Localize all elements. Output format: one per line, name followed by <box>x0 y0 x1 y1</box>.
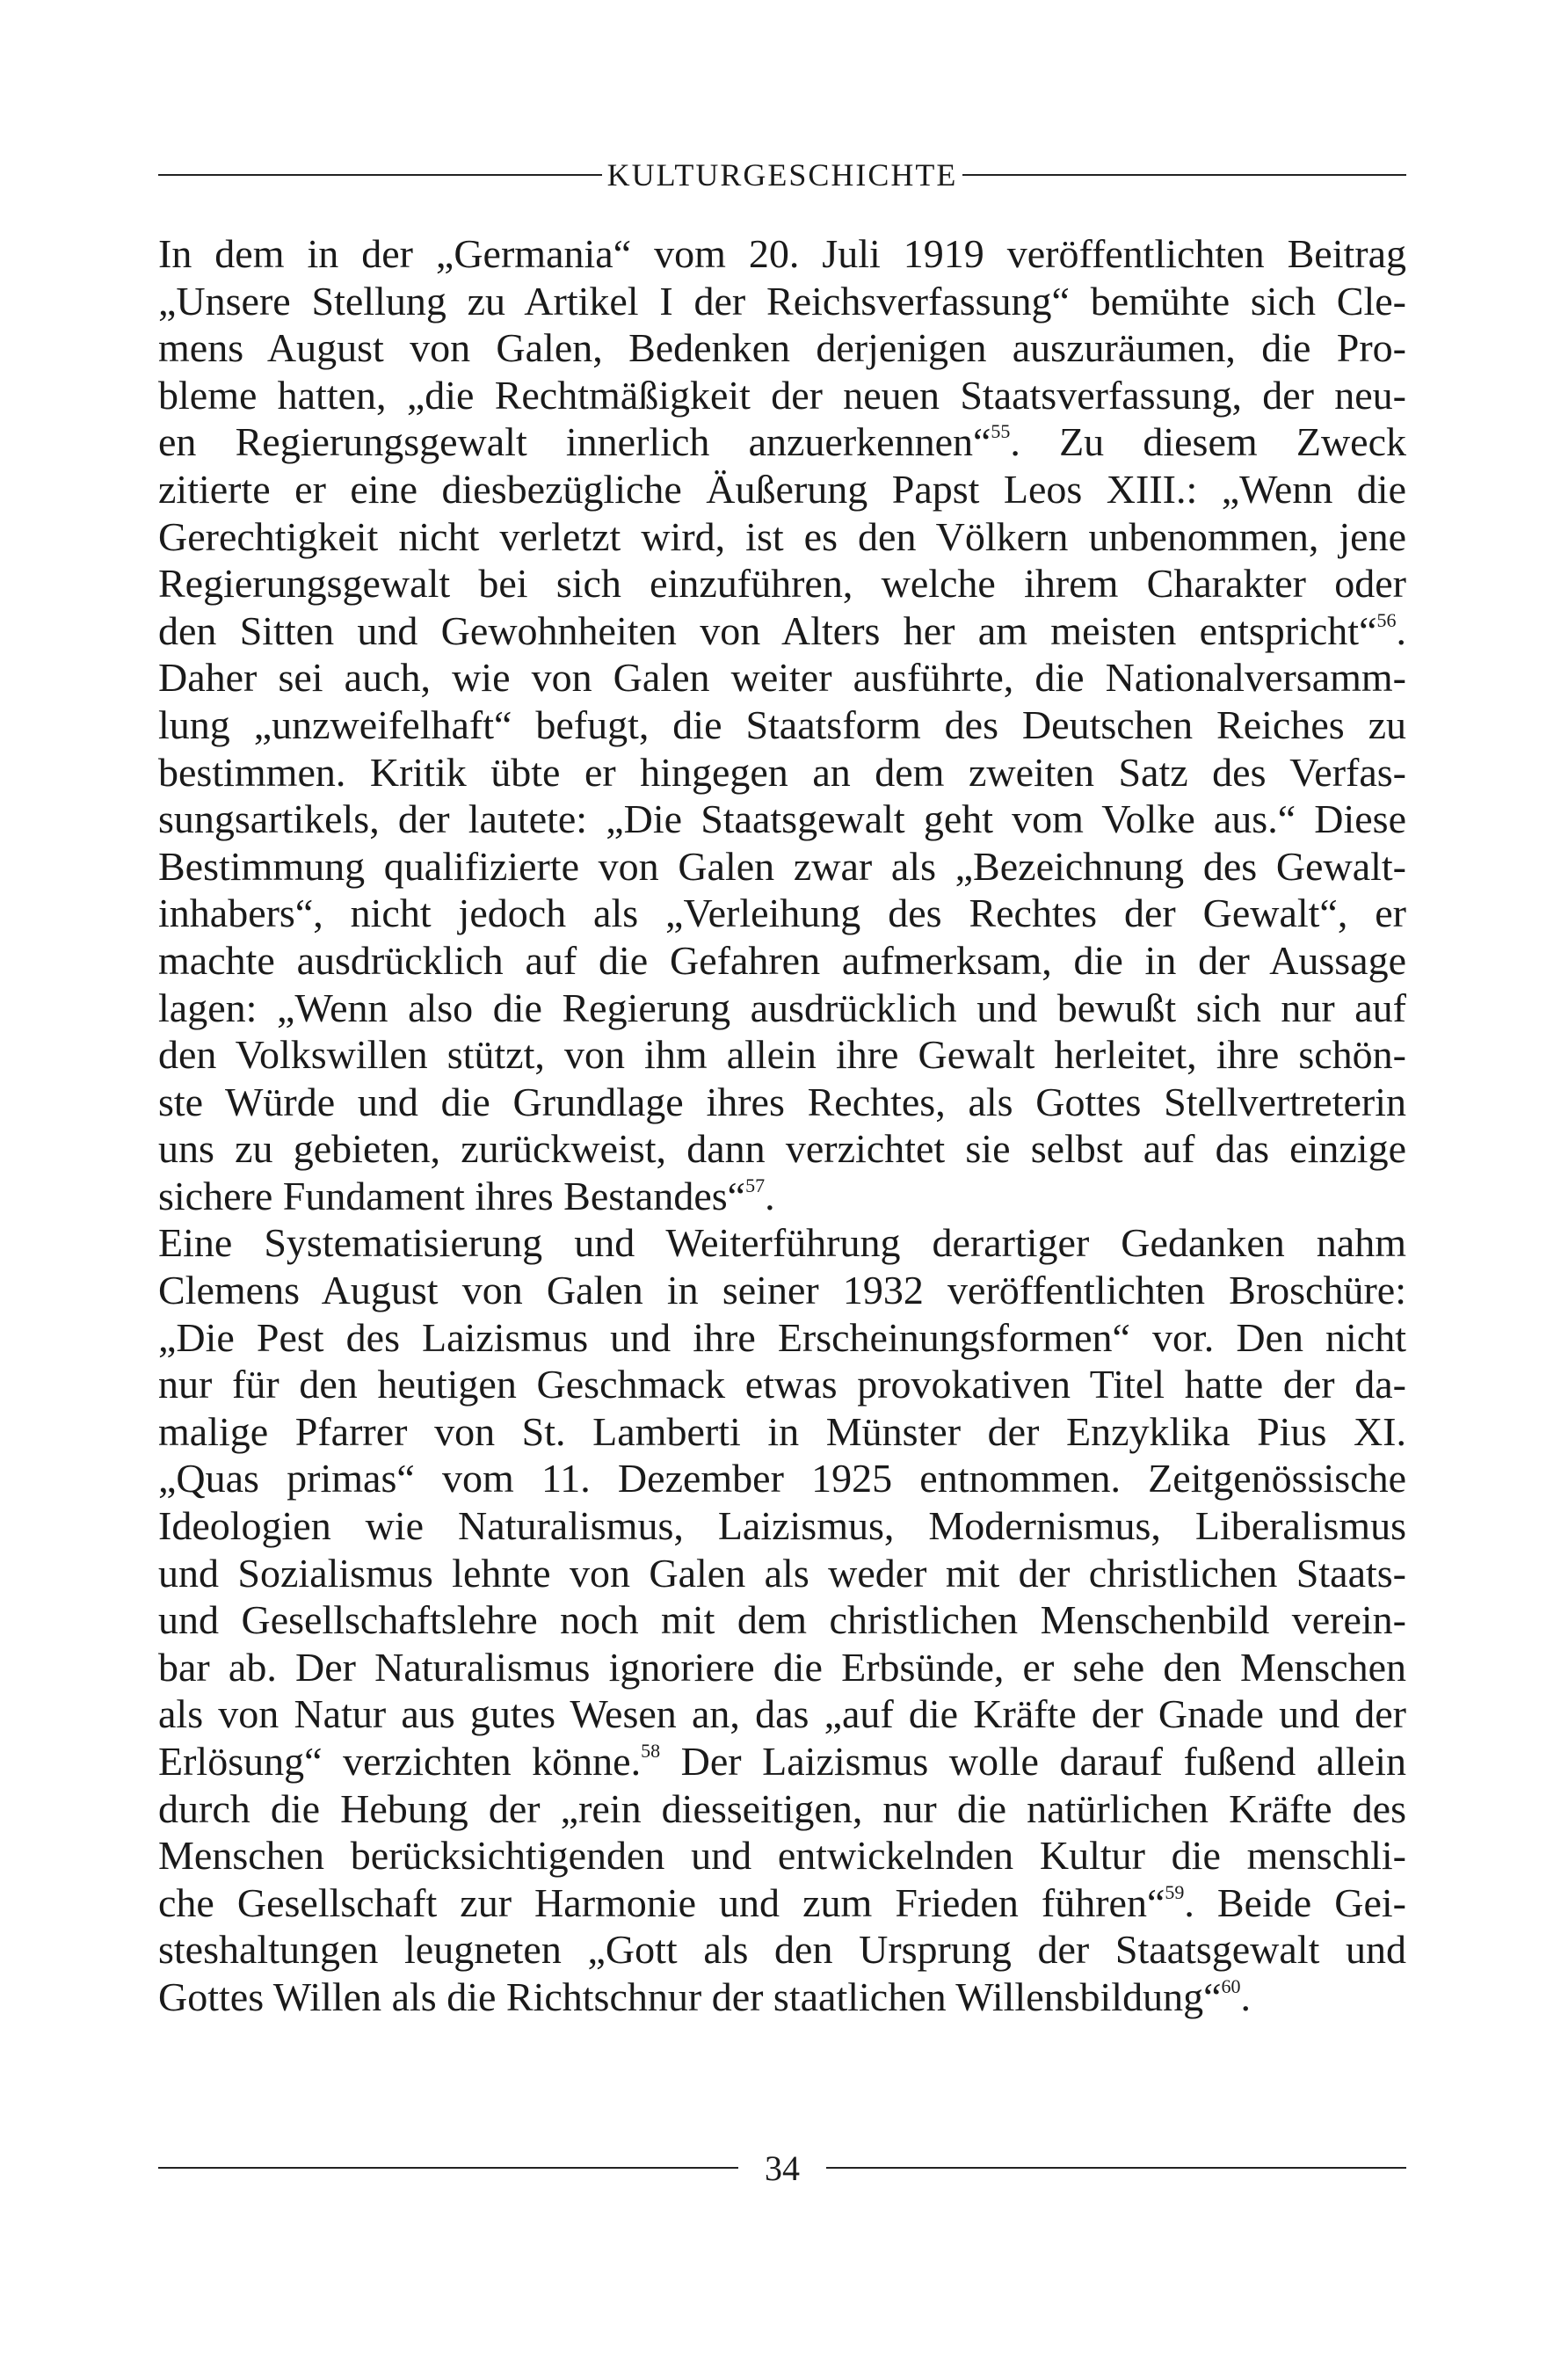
line-text: den Sitten und Gewohnheiten von Alters her am meisten entspricht“ <box>158 607 1377 653</box>
text-line <box>158 1690 1406 1738</box>
text-line <box>158 372 1406 419</box>
line-text: Gottes Willen als die Richtschnur der staatlichen Willensbildung“ <box>158 1974 1222 2019</box>
line-text: lung „unzweifelhaft“ befugt, die Staatsform des Deutschen Reiches zu <box>158 702 1406 747</box>
line-text: „Quas primas“ vom 11. Dezember 1925 entnommen. Zeitgenössische <box>158 1456 1406 1501</box>
text-line <box>158 230 1406 278</box>
text-line <box>158 1879 1406 1927</box>
text-line <box>158 418 1406 466</box>
line-text: Menschen berücksichtigenden und entwickelnden Kultur die menschli- <box>158 1833 1406 1879</box>
text-line <box>158 324 1406 372</box>
header-rule-left <box>158 174 602 176</box>
footer-rule-left <box>158 2167 738 2169</box>
line-text-continued: . <box>765 1173 775 1218</box>
line-text: malige Pfarrer von St. Lamberti in Münster der Enzyklika Pius XI. <box>158 1408 1406 1454</box>
line-text: und Gesellschaftslehre noch mit dem christlichen Menschenbild verein- <box>158 1597 1406 1643</box>
text-line <box>158 607 1406 655</box>
line-text: ste Würde und die Grundlage ihres Rechtes, als Gottes Stellvertreterin <box>158 1079 1406 1124</box>
text-line <box>158 1596 1406 1644</box>
line-text: nur für den heutigen Geschmack etwas provokativen Titel hatte der da- <box>158 1362 1406 1407</box>
line-text: che Gesellschaft zur Harmonie und zum Frieden führen“ <box>158 1879 1165 1925</box>
text-line <box>158 1738 1406 1785</box>
text-line <box>158 1031 1406 1079</box>
text-line <box>158 890 1406 937</box>
footer-rule-right <box>826 2167 1406 2169</box>
text-line <box>158 560 1406 607</box>
footnote-marker: 60 <box>1221 1974 1241 1997</box>
line-text: Clemens August von Galen in seiner 1932 veröffentlichten Broschüre: <box>158 1268 1406 1313</box>
line-text: Gerechtigkeit nicht verletzt wird, ist es den Völkern unbenommen, jene <box>158 513 1406 559</box>
line-text: durch die Hebung der „rein diesseitigen, nur die natürlichen Kräfte des <box>158 1785 1406 1831</box>
line-text: inhabers“, nicht jedoch als „Verleihung des Rechtes der Gewalt“, er <box>158 891 1406 936</box>
text-line <box>158 937 1406 985</box>
text-line <box>158 513 1406 561</box>
line-text: machte ausdrücklich auf die Gefahren aufmerksam, die in der Aussage <box>158 937 1406 983</box>
line-text-continued: . Zu diesem Zweck <box>1010 419 1406 465</box>
footnote-marker: 56 <box>1376 608 1397 631</box>
text-line <box>158 654 1406 702</box>
text-line <box>158 1550 1406 1597</box>
text-line <box>158 1173 1406 1220</box>
text-line <box>158 985 1406 1032</box>
text-line <box>158 796 1406 843</box>
page-number: 34 <box>765 2148 800 2188</box>
footnote-marker: 59 <box>1165 1880 1185 1903</box>
line-text: „Unsere Stellung zu Artikel I der Reichsverfassung“ bemühte sich Cle- <box>158 278 1406 324</box>
line-text-continued: Der Laizismus wolle darauf fußend allein <box>660 1739 1406 1784</box>
paragraph <box>158 1219 1406 2020</box>
line-text: bestimmen. Kritik übte er hingegen an dem zweiten Satz des Verfas- <box>158 749 1406 795</box>
text-line <box>158 1644 1406 1691</box>
line-text: lagen: „Wenn also die Regierung ausdrücklich und bewußt sich nur auf <box>158 985 1406 1030</box>
text-line <box>158 1832 1406 1879</box>
line-text: sichere Fundament ihres Bestandes“ <box>158 1173 746 1218</box>
footnote-marker: 57 <box>745 1174 766 1196</box>
text-line <box>158 1361 1406 1408</box>
text-line <box>158 1408 1406 1456</box>
line-text: und Sozialismus lehnte von Galen als weder mit der christlichen Staats- <box>158 1550 1406 1596</box>
text-line <box>158 1785 1406 1833</box>
text-line <box>158 1314 1406 1362</box>
line-text: als von Natur aus gutes Wesen an, das „auf die Kräfte der Gnade und der <box>158 1691 1406 1737</box>
line-text: mens August von Galen, Bedenken derjenigen auszuräumen, die Pro- <box>158 325 1406 371</box>
text-line <box>158 1502 1406 1550</box>
text-line <box>158 1926 1406 1974</box>
footnote-marker: 58 <box>641 1740 661 1762</box>
line-text: uns zu gebieten, zurückweist, dann verzichtet sie selbst auf das einzige <box>158 1126 1406 1172</box>
footnote-marker: 55 <box>991 420 1011 443</box>
text-line <box>158 1219 1406 1267</box>
line-text: Ideologien wie Naturalismus, Laizismus, Modernismus, Liberalismus <box>158 1503 1406 1549</box>
text-line <box>158 1974 1406 2021</box>
line-text: steshaltungen leugneten „Gott als den Ursprung der Staatsgewalt und <box>158 1927 1406 1973</box>
line-text: Daher sei auch, wie von Galen weiter ausführte, die Nationalversamm- <box>158 655 1406 701</box>
text-line <box>158 843 1406 891</box>
paragraph <box>158 230 1406 1219</box>
line-text: zitierte er eine diesbezügliche Äußerung Papst Leos XIII.: „Wenn die <box>158 466 1406 512</box>
running-title: KULTURGESCHICHTE <box>606 157 958 193</box>
line-text: Bestimmung qualifizierte von Galen zwar als „Bezeichnung des Gewalt- <box>158 843 1406 889</box>
line-text: Regierungsgewalt bei sich einzuführen, welche ihrem Charakter oder <box>158 561 1406 607</box>
line-text: Eine Systematisierung und Weiterführung derartiger Gedanken nahm <box>158 1220 1406 1266</box>
text-line <box>158 278 1406 325</box>
body-text <box>158 230 1406 2021</box>
line-text: „Die Pest des Laizismus und ihre Erscheinungsformen“ vor. Den nicht <box>158 1314 1406 1360</box>
text-line <box>158 749 1406 796</box>
text-line <box>158 466 1406 513</box>
line-text-continued: . Beide Gei- <box>1184 1879 1406 1925</box>
text-line <box>158 702 1406 749</box>
running-header <box>158 155 1406 195</box>
header-rule-right <box>962 174 1406 176</box>
text-line <box>158 1267 1406 1314</box>
line-text-continued: . <box>1240 1974 1251 2019</box>
line-text: bleme hatten, „die Rechtmäßigkeit der neuen Staatsverfassung, der neu- <box>158 372 1406 418</box>
line-text: den Volkswillen stützt, von ihm allein ihre Gewalt herleitet, ihre schön- <box>158 1032 1406 1078</box>
text-line <box>158 1079 1406 1126</box>
page-footer <box>158 2141 1406 2194</box>
line-text: sungsartikels, der lautete: „Die Staatsgewalt geht vom Volke aus.“ Diese <box>158 796 1406 842</box>
text-line <box>158 1125 1406 1173</box>
line-text: In dem in der „Germania“ vom 20. Juli 1919 veröffentlichten Beitrag <box>158 231 1406 276</box>
line-text: Erlösung“ verzichten könne. <box>158 1739 642 1784</box>
line-text-continued: . <box>1396 607 1406 653</box>
text-line <box>158 1455 1406 1502</box>
line-text: bar ab. Der Naturalismus ignoriere die Erbsünde, er sehe den Menschen <box>158 1644 1406 1690</box>
line-text: en Regierungsgewalt innerlich anzuerkennen“ <box>158 419 991 465</box>
